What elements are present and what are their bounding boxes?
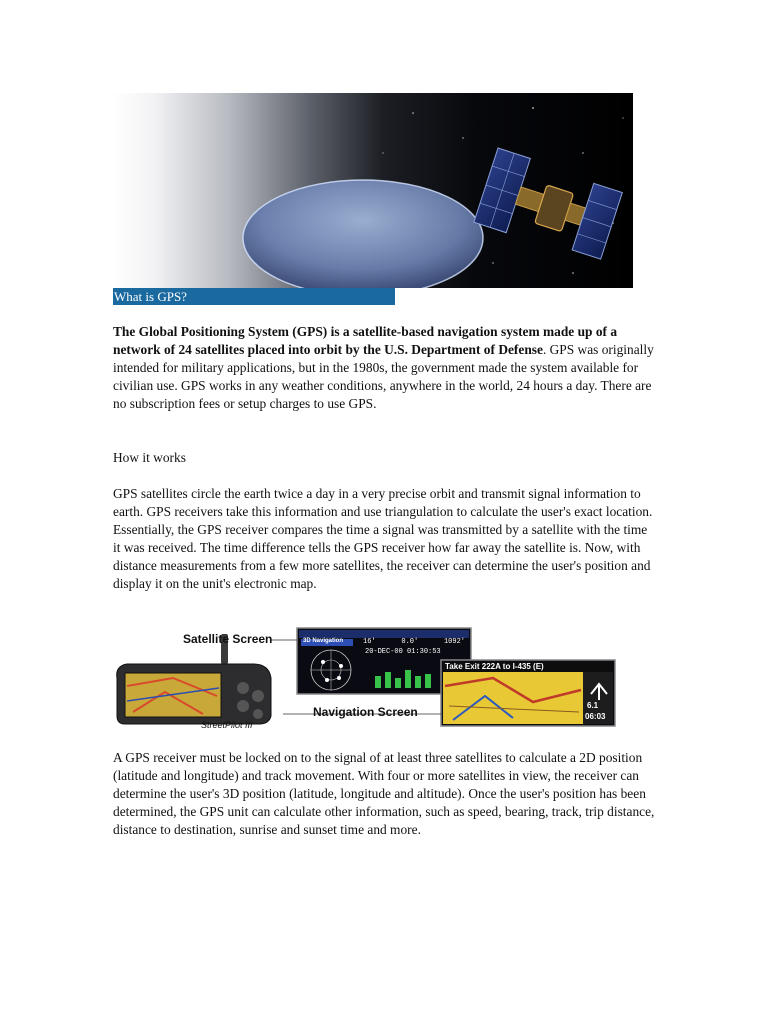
- how-it-works-text: How it works: [113, 450, 186, 465]
- speed-value: 0.0': [401, 638, 419, 646]
- satellite-date-time: [365, 648, 441, 656]
- nav-distance-text: 6.1: [587, 701, 599, 710]
- gps-unit-body: [117, 634, 271, 724]
- sat-date: 20-DEC-00: [365, 648, 403, 656]
- intro-rest-text: . GPS was originally intended for military applications, but in the 1980s, the government made the system available for civilian use. GPS works in any weather conditions, anywhere in the world, 24 hours a day. There are no subscription fees or setup charges to use GPS.: [113, 342, 654, 411]
- satellite-values-row: [363, 638, 465, 646]
- elevation-value: 1092': [443, 638, 465, 646]
- gps-device-figure: [113, 626, 617, 728]
- accuracy-value: 16': [363, 638, 376, 646]
- satellite-mode-text: 3D Navigation: [303, 638, 344, 644]
- sat-time: 01:30:53: [407, 648, 441, 656]
- nav-instruction-text: Take Exit 222A to I-435 (E): [445, 662, 544, 671]
- nav-time-text: 06:03: [585, 712, 606, 721]
- intro-bold-text: The Global Positioning System (GPS) is a satellite-based navigation system made up of a network of 24 satellites placed into orbit by the U.S. Department of Defense: [113, 324, 618, 357]
- device-name-label: StreetPilot III: [201, 720, 253, 730]
- hero-satellite-image: [113, 93, 633, 288]
- section-title-what-is-gps: What is GPS?: [113, 288, 395, 305]
- satellites-paragraph-text: GPS satellites circle the earth twice a day in a very precise orbit and transmit signal information to earth. GPS receivers take this information and use triangulation to calculate the user's exact location. Essentially, the GPS receiver compares the time a signal was transmitted by a satellite with the time it was received. The time difference tells the GPS receiver how far away the satellite is. Now, with distance measurements from a few more satellites, the receiver can determine the user's position and display it on the unit's electronic map.: [113, 486, 653, 591]
- satellite-screen-label: Satellite Screen: [183, 632, 273, 646]
- satellites-paragraph: [113, 485, 658, 593]
- navigation-screen-label: Navigation Screen: [313, 705, 418, 719]
- satellite-illustration: [113, 93, 633, 288]
- receiver-lock-paragraph: [113, 749, 658, 839]
- how-it-works-heading: [113, 449, 658, 467]
- intro-paragraph: [113, 323, 658, 413]
- receiver-lock-paragraph-text: A GPS receiver must be locked on to the signal of at least three satellites to calculate a 2D position (latitude and longitude) and track movement. With four or more satellites in view, the receiver can determine the user's 3D position (latitude, longitude and altitude). Once the user's position has been determined, the GPS unit can calculate other information, such as speed, bearing, track, trip distance, distance to destination, sunrise and sunset time and more.: [113, 750, 655, 837]
